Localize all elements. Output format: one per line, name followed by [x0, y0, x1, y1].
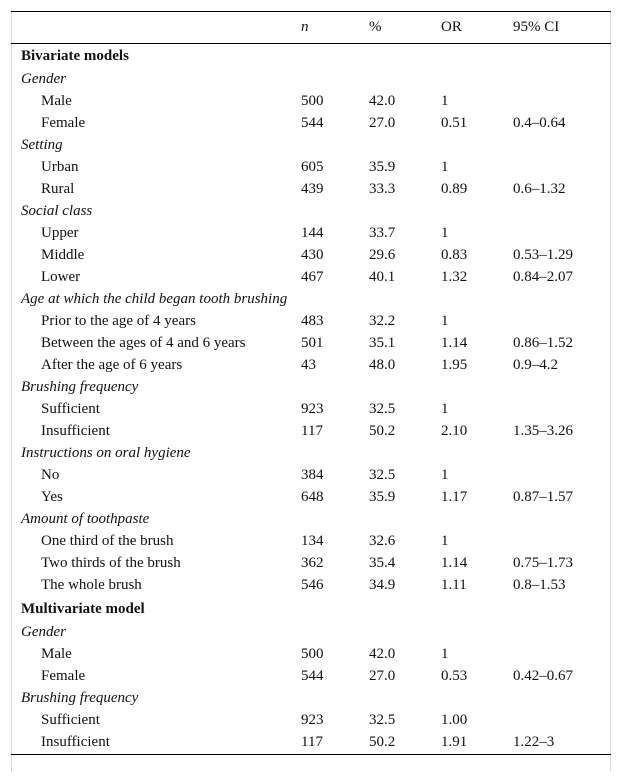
- cell-label: Upper: [41, 225, 79, 241]
- group-row: [11, 201, 611, 223]
- cell-n: 384: [301, 467, 324, 483]
- header-or: OR: [441, 12, 513, 44]
- cell-ci: [513, 157, 611, 179]
- header-n: n: [301, 12, 369, 44]
- cell-or: 1.91: [441, 732, 513, 755]
- header-label: [11, 12, 301, 44]
- cell-n: [301, 201, 369, 223]
- cell-pct: 40.1: [369, 269, 396, 285]
- table-header: [11, 12, 611, 44]
- cell-pct: 27.0: [369, 668, 396, 684]
- cell-n: 43: [301, 357, 316, 373]
- cell-ci: 0.6–1.32: [513, 181, 566, 197]
- cell-n: 483: [301, 313, 324, 329]
- cell-ci: 0.87–1.57: [513, 489, 573, 505]
- cell-ci: 0.53–1.29: [513, 247, 573, 263]
- cell-ci: [513, 311, 611, 333]
- header-row: [11, 12, 611, 44]
- cell-label: Insufficient: [41, 423, 110, 439]
- cell-pct: 34.9: [369, 577, 396, 593]
- cell-label: The whole brush: [41, 577, 142, 593]
- cell-n: 144: [301, 225, 324, 241]
- table-row: [11, 553, 611, 575]
- cell-or: [441, 69, 513, 91]
- cell-label: Male: [41, 646, 72, 662]
- cell-or: 0.83: [441, 247, 468, 263]
- cell-label: Female: [41, 115, 86, 131]
- cell-ci: [513, 509, 611, 531]
- cell-label: Instructions on oral hygiene: [21, 445, 191, 461]
- cell-or: 0.89: [441, 181, 468, 197]
- cell-or: 1: [441, 93, 449, 109]
- cell-pct: 32.5: [369, 467, 396, 483]
- cell-n: 605: [301, 159, 324, 175]
- cell-pct: [369, 688, 441, 710]
- cell-label: Age at which the child began tooth brushing: [21, 291, 288, 307]
- cell-label: Social class: [21, 203, 93, 219]
- cell-ci: [513, 688, 611, 710]
- header-ci: 95% CI: [513, 12, 611, 44]
- cell-pct: 32.5: [369, 712, 396, 728]
- cell-n: 500: [301, 646, 324, 662]
- cell-label: Between the ages of 4 and 6 years: [41, 335, 246, 351]
- cell-or: 1.14: [441, 555, 468, 571]
- table-row: [11, 267, 611, 289]
- cell-or: 1.14: [441, 335, 468, 351]
- group-row: [11, 622, 611, 644]
- cell-ci: [513, 44, 611, 69]
- cell-or: [441, 135, 513, 157]
- cell-n: [301, 688, 369, 710]
- cell-pct: 50.2: [369, 423, 396, 439]
- table-row: [11, 399, 611, 421]
- cell-label: Sufficient: [41, 712, 100, 728]
- cell-or: 1.11: [441, 577, 467, 593]
- cell-label: Insufficient: [11, 732, 301, 755]
- cell-or: [441, 289, 513, 311]
- table-row: [11, 333, 611, 355]
- cell-or: 1: [441, 646, 449, 662]
- cell-or: 1: [441, 159, 449, 175]
- section-row: [11, 44, 611, 69]
- cell-or: 1: [441, 533, 449, 549]
- cell-label: Multivariate model: [21, 600, 145, 617]
- cell-pct: 33.3: [369, 181, 396, 197]
- table-row: [11, 179, 611, 201]
- cell-pct: [369, 69, 441, 91]
- cell-or: [441, 688, 513, 710]
- table-row: [11, 644, 611, 666]
- cell-or: 1: [441, 401, 449, 417]
- group-row: [11, 377, 611, 399]
- cell-ci: [513, 465, 611, 487]
- cell-ci: [513, 399, 611, 421]
- cell-pct: 29.6: [369, 247, 396, 263]
- table-row: [11, 666, 611, 688]
- table-row: [11, 421, 611, 443]
- cell-ci: 1.22–3: [513, 732, 611, 755]
- table-row: [11, 732, 611, 755]
- cell-pct: [369, 377, 441, 399]
- cell-pct: [369, 135, 441, 157]
- cell-label: Rural: [41, 181, 75, 197]
- cell-ci: [513, 531, 611, 553]
- table-row: [11, 245, 611, 267]
- cell-ci: [513, 135, 611, 157]
- cell-ci: 1.35–3.26: [513, 423, 573, 439]
- cell-pct: [369, 622, 441, 644]
- cell-n: 501: [301, 335, 324, 351]
- cell-pct: 35.9: [369, 159, 396, 175]
- group-row: [11, 135, 611, 157]
- cell-pct: 33.7: [369, 225, 396, 241]
- table-row: [11, 531, 611, 553]
- cell-or: [441, 44, 513, 69]
- cell-or: [441, 509, 513, 531]
- group-row: [11, 443, 611, 465]
- cell-label: Prior to the age of 4 years: [41, 313, 196, 329]
- cell-or: [441, 377, 513, 399]
- cell-pct: [369, 509, 441, 531]
- cell-label: Urban: [41, 159, 79, 175]
- table-row: [11, 91, 611, 113]
- cell-label: After the age of 6 years: [41, 357, 183, 373]
- cell-label: Male: [41, 93, 72, 109]
- cell-n: [301, 443, 369, 465]
- cell-ci: 0.8–1.53: [513, 577, 566, 593]
- cell-ci: 0.4–0.64: [513, 115, 566, 131]
- cell-n: [301, 44, 369, 69]
- cell-pct: 50.2: [369, 732, 441, 755]
- cell-or: [441, 597, 513, 622]
- group-row: [11, 688, 611, 710]
- cell-n: 544: [301, 668, 324, 684]
- cell-ci: [513, 644, 611, 666]
- table-row: [11, 465, 611, 487]
- cell-ci: [513, 622, 611, 644]
- cell-or: 1: [441, 225, 449, 241]
- cell-pct: 35.9: [369, 489, 396, 505]
- cell-pct: 32.2: [369, 313, 396, 329]
- table-row: [11, 710, 611, 732]
- cell-or: 1.17: [441, 489, 468, 505]
- cell-or: 1.00: [441, 712, 468, 728]
- table-row: [11, 487, 611, 509]
- cell-ci: 0.9–4.2: [513, 357, 558, 373]
- table-row: [11, 575, 611, 597]
- cell-n: 117: [301, 732, 369, 755]
- cell-label: Gender: [21, 624, 66, 640]
- table-row: [11, 113, 611, 135]
- cell-label: Bivariate models: [21, 47, 129, 64]
- cell-ci: 0.75–1.73: [513, 555, 573, 571]
- cell-pct: [369, 597, 441, 622]
- cell-n: [301, 622, 369, 644]
- cell-pct: 32.5: [369, 401, 396, 417]
- cell-ci: 0.84–2.07: [513, 269, 573, 285]
- header-percent: %: [369, 12, 441, 44]
- cell-n: [301, 289, 369, 311]
- cell-n: [301, 597, 369, 622]
- cell-label: Middle: [41, 247, 85, 263]
- cell-n: [301, 135, 369, 157]
- cell-n: 544: [301, 115, 324, 131]
- cell-label: Two thirds of the brush: [41, 555, 181, 571]
- cell-n: 546: [301, 577, 324, 593]
- cell-label: Amount of toothpaste: [21, 511, 150, 527]
- cell-pct: [369, 44, 441, 69]
- cell-pct: 48.0: [369, 357, 396, 373]
- cell-label: Gender: [21, 71, 66, 87]
- cell-or: 0.53: [441, 668, 468, 684]
- cell-label: Brushing frequency: [21, 690, 139, 706]
- cell-n: 500: [301, 93, 324, 109]
- cell-pct: [369, 443, 441, 465]
- cell-ci: [513, 377, 611, 399]
- cell-or: 1: [441, 313, 449, 329]
- cell-pct: 42.0: [369, 93, 396, 109]
- cell-ci: [513, 223, 611, 245]
- cell-label: Female: [41, 668, 86, 684]
- cell-or: 1: [441, 467, 449, 483]
- group-row: [11, 289, 611, 311]
- cell-ci: [513, 201, 611, 223]
- group-row: [11, 509, 611, 531]
- cell-pct: 35.4: [369, 555, 396, 571]
- cell-n: 648: [301, 489, 324, 505]
- cell-or: 1.32: [441, 269, 468, 285]
- cell-label: Sufficient: [41, 401, 100, 417]
- cell-pct: 27.0: [369, 115, 396, 131]
- cell-n: 134: [301, 533, 324, 549]
- cell-label: Yes: [41, 489, 63, 505]
- cell-pct: 42.0: [369, 646, 396, 662]
- group-row: [11, 69, 611, 91]
- cell-pct: [369, 289, 441, 311]
- cell-label: Brushing frequency: [21, 379, 139, 395]
- cell-n: 430: [301, 247, 324, 263]
- cell-label: Setting: [21, 137, 63, 153]
- cell-n: 923: [301, 712, 324, 728]
- cell-n: 117: [301, 423, 323, 439]
- cell-ci: [513, 289, 611, 311]
- cell-or: [441, 622, 513, 644]
- cell-n: 362: [301, 555, 324, 571]
- cell-ci: 0.42–0.67: [513, 668, 573, 684]
- table-row: [11, 157, 611, 179]
- cell-or: 1.95: [441, 357, 468, 373]
- cell-or: 0.51: [441, 115, 468, 131]
- cell-ci: 0.86–1.52: [513, 335, 573, 351]
- cell-n: [301, 69, 369, 91]
- cell-n: 923: [301, 401, 324, 417]
- table-row: [11, 355, 611, 377]
- cell-label: No: [41, 467, 60, 483]
- section-row: [11, 597, 611, 622]
- cell-n: 439: [301, 181, 324, 197]
- cell-n: [301, 509, 369, 531]
- cell-ci: [513, 597, 611, 622]
- cell-ci: [513, 69, 611, 91]
- cell-label: Lower: [41, 269, 81, 285]
- table-row: [11, 311, 611, 333]
- cell-pct: 32.6: [369, 533, 396, 549]
- cell-or: [441, 443, 513, 465]
- results-table: [11, 11, 611, 755]
- cell-pct: [369, 201, 441, 223]
- cell-or: [441, 201, 513, 223]
- table-row: [11, 223, 611, 245]
- cell-n: [301, 377, 369, 399]
- cell-or: 2.10: [441, 423, 468, 439]
- table-body: [11, 44, 611, 755]
- cell-pct: 35.1: [369, 335, 396, 351]
- cell-ci: [513, 91, 611, 113]
- cell-n: 467: [301, 269, 324, 285]
- cell-ci: [513, 710, 611, 732]
- cell-label: One third of the brush: [41, 533, 174, 549]
- cell-ci: [513, 443, 611, 465]
